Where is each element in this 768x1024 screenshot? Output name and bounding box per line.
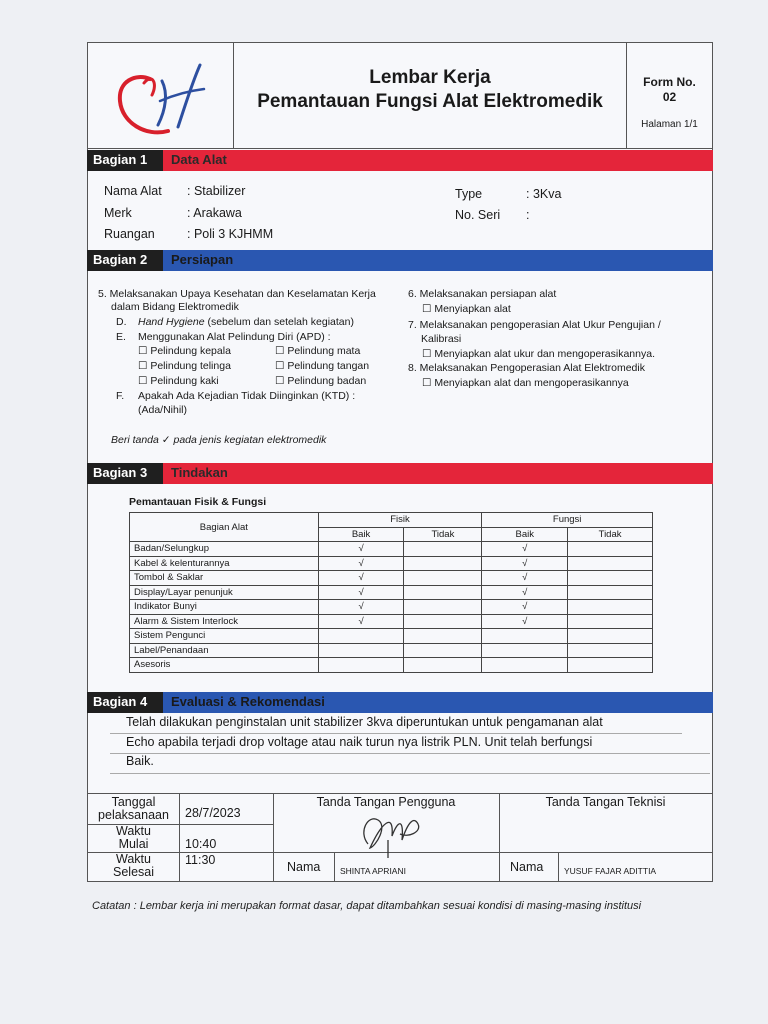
write-line — [110, 733, 682, 734]
cell-fungsi-baik — [482, 629, 568, 644]
item-f-line2: (Ada/Nihil) — [138, 404, 188, 416]
divider — [273, 852, 712, 853]
cell-fungsi-baik: √ — [482, 600, 568, 615]
item7-line2: Kalibrasi — [421, 333, 462, 345]
write-line — [110, 753, 710, 754]
section2-title: Persiapan — [163, 250, 713, 271]
row-name: Display/Layar penunjuk — [130, 585, 319, 600]
selesai-label-2: Selesai — [113, 865, 154, 879]
hand-hygiene-note: (sebelum dan setelah kegiatan) — [204, 316, 354, 328]
section2-tag: Bagian 2 — [87, 250, 163, 271]
cell-fisik-tidak — [404, 643, 482, 658]
pengguna-name: SHINTA APRIANI — [340, 866, 406, 876]
cell-fungsi-baik: √ — [482, 585, 568, 600]
document-header — [88, 43, 712, 149]
section3-tag: Bagian 3 — [87, 463, 163, 484]
cell-fisik-baik: √ — [318, 614, 404, 629]
checkbox-icon: ☐ — [138, 360, 148, 372]
tanggal-label-1: Tanggal — [111, 795, 156, 809]
teknisi-name: YUSUF FAJAR ADITTIA — [564, 866, 657, 876]
cell-fungsi-tidak — [568, 585, 653, 600]
cell-fungsi-tidak — [568, 600, 653, 615]
nama-alat-value: : Stabilizer — [187, 184, 246, 198]
cell-fisik-tidak — [404, 585, 482, 600]
cell-fisik-tidak — [404, 600, 482, 615]
item-f-line1: Apakah Ada Kejadian Tidak Diinginkan (KTD) : — [138, 390, 356, 402]
checkbox-icon: ☐ — [275, 375, 285, 387]
table-row — [130, 571, 653, 586]
divider — [179, 794, 180, 882]
cell-fisik-tidak — [404, 658, 482, 673]
item6-text: 6. Melaksanakan persiapan alat — [408, 288, 557, 300]
row-name: Sistem Pengunci — [130, 629, 319, 644]
item7-sub-label: Menyiapkan alat ukur dan mengoperasikannya. — [434, 348, 655, 360]
section1-tag: Bagian 1 — [87, 150, 163, 171]
pengguna-title: Tanda Tangan Pengguna — [316, 795, 456, 809]
selesai-value: 11:30 — [185, 853, 216, 867]
check-instruction: Beri tanda ✓ pada jenis kegiatan elektromedik — [111, 434, 327, 446]
cell-fungsi-tidak — [568, 542, 653, 557]
item-e-letter: E. — [116, 331, 126, 343]
cell-fisik-baik: √ — [318, 542, 404, 557]
item-d-letter: D. — [116, 316, 127, 328]
mulai-label-2: Mulai — [118, 837, 149, 851]
section4-title: Evaluasi & Rekomendasi — [163, 692, 713, 713]
apd-telinga — [138, 360, 231, 372]
table-row — [130, 658, 653, 673]
apd-kepala-label: Pelindung kepala — [150, 345, 231, 357]
user-signature — [348, 802, 438, 862]
noseri-label: No. Seri — [455, 208, 501, 222]
section1-header — [87, 150, 713, 171]
hand-hygiene-text: Hand Hygiene — [138, 316, 205, 328]
evaluasi-line1: Telah dilakukan penginstalan unit stabilizer 3kva diperuntukan untuk pengamanan alat — [126, 715, 603, 729]
col-fisik-baik: Baik — [318, 527, 404, 542]
evaluasi-line3: Baik. — [126, 754, 154, 768]
pengguna-nama-label: Nama — [287, 860, 321, 874]
checkbox-icon: ☐ — [138, 345, 148, 357]
checklist-table — [129, 512, 653, 673]
item-e-text: Menggunakan Alat Pelindung Diri (APD) : — [138, 331, 331, 343]
cell-fisik-tidak — [404, 629, 482, 644]
tanggal-value: 28/7/2023 — [185, 806, 241, 820]
nama-alat-label: Nama Alat — [104, 184, 162, 198]
table-header-row — [130, 513, 653, 528]
hospital-logo — [88, 43, 234, 149]
ruangan-label: Ruangan — [104, 227, 155, 241]
checkbox-icon: ☐ — [422, 303, 432, 315]
item8-text: 8. Melaksanakan Pengoperasian Alat Elektromedik — [408, 362, 645, 374]
item-d-text — [138, 316, 354, 328]
col-fisik-tidak: Tidak — [404, 527, 482, 542]
worksheet — [87, 42, 713, 882]
apd-telinga-label: Pelindung telinga — [150, 360, 231, 372]
noseri-value: : — [526, 208, 530, 222]
footer-note: Catatan : Lembar kerja ini merupakan format dasar, dapat ditambahkan sesuai kondisi di masing-masing institusi — [92, 900, 642, 912]
item5-line1: 5. Melaksanakan Upaya Kesehatan dan Keselamatan Kerja — [98, 288, 376, 300]
item7-sub — [422, 348, 655, 360]
apd-mata-label: Pelindung mata — [287, 345, 361, 357]
item8-sub — [422, 377, 629, 389]
cell-fisik-baik — [318, 629, 404, 644]
table-row — [130, 542, 653, 557]
merk-label: Merk — [104, 206, 132, 220]
cell-fungsi-baik: √ — [482, 614, 568, 629]
col-fungsi-baik: Baik — [482, 527, 568, 542]
row-name: Asesoris — [130, 658, 319, 673]
apd-badan-label: Pelindung badan — [287, 375, 367, 387]
ruangan-value: : Poli 3 KJHMM — [187, 227, 274, 241]
cell-fisik-tidak — [404, 556, 482, 571]
cell-fisik-baik: √ — [318, 556, 404, 571]
cell-fungsi-tidak — [568, 658, 653, 673]
tanggal-label-2: pelaksanaan — [98, 808, 169, 822]
checkbox-icon: ☐ — [422, 377, 432, 389]
form-number: 02 — [662, 90, 677, 104]
cell-fungsi-baik: √ — [482, 542, 568, 557]
doc-title-line2: Pemantauan Fungsi Alat Elektromedik — [257, 91, 603, 112]
cell-fisik-tidak — [404, 542, 482, 557]
title-cell — [234, 43, 627, 149]
apd-tangan-label: Pelindung tangan — [287, 360, 370, 372]
cell-fisik-baik: √ — [318, 585, 404, 600]
form-number-cell — [627, 43, 712, 149]
table-row — [130, 643, 653, 658]
apd-tangan — [275, 360, 369, 372]
item6-sub-label: Menyiapkan alat — [434, 303, 511, 315]
apd-mata — [275, 345, 360, 357]
mulai-label — [88, 825, 179, 851]
table-row — [130, 600, 653, 615]
mulai-label-1: Waktu — [116, 824, 151, 838]
logo-cell — [88, 43, 234, 149]
col-fungsi-tidak: Tidak — [568, 527, 653, 542]
cell-fisik-baik — [318, 658, 404, 673]
row-name: Tombol & Saklar — [130, 571, 319, 586]
page-count: Halaman 1/1 — [641, 119, 698, 130]
cell-fungsi-baik — [482, 658, 568, 673]
section4-tag: Bagian 4 — [87, 692, 163, 713]
mulai-value: 10:40 — [185, 837, 217, 851]
signature-table — [88, 793, 712, 882]
cell-fungsi-baik: √ — [482, 556, 568, 571]
item6-sub — [422, 303, 511, 315]
type-label: Type — [455, 187, 483, 201]
cell-fungsi-tidak — [568, 571, 653, 586]
cell-fungsi-tidak — [568, 643, 653, 658]
divider — [558, 852, 559, 882]
section4-header — [87, 692, 713, 713]
table-row — [130, 585, 653, 600]
table-row — [130, 614, 653, 629]
doc-title-line1: Lembar Kerja — [369, 67, 491, 88]
merk-value: : Arakawa — [187, 206, 242, 220]
cell-fisik-baik: √ — [318, 571, 404, 586]
teknisi-title: Tanda Tangan Teknisi — [545, 795, 666, 809]
apd-kepala — [138, 345, 231, 357]
item8-sub-label: Menyiapkan alat dan mengoperasikannya — [434, 377, 629, 389]
col-fungsi: Fungsi — [482, 513, 653, 528]
teknisi-nama-label: Nama — [510, 860, 544, 874]
col-bagian-alat: Bagian Alat — [130, 513, 319, 542]
cell-fisik-tidak — [404, 571, 482, 586]
row-name: Indikator Bunyi — [130, 600, 319, 615]
write-line — [110, 773, 710, 774]
evaluasi-line2: Echo apabila terjadi drop voltage atau naik turun nya listrik PLN. Unit telah berfungsi — [126, 735, 593, 749]
cell-fungsi-tidak — [568, 614, 653, 629]
col-fisik: Fisik — [318, 513, 482, 528]
section1-title: Data Alat — [163, 150, 713, 171]
cell-fungsi-tidak — [568, 556, 653, 571]
type-value: : 3Kva — [526, 187, 562, 201]
table-row — [130, 629, 653, 644]
checkbox-icon: ☐ — [422, 348, 432, 360]
selesai-label-1: Waktu — [116, 852, 151, 866]
cell-fungsi-baik: √ — [482, 571, 568, 586]
divider — [334, 852, 335, 882]
checkbox-icon: ☐ — [138, 375, 148, 387]
row-name: Alarm & Sistem Interlock — [130, 614, 319, 629]
cell-fisik-baik: √ — [318, 600, 404, 615]
tanggal-label — [88, 796, 179, 822]
section2-header — [87, 250, 713, 271]
row-name: Kabel & kelenturannya — [130, 556, 319, 571]
cell-fisik-baik — [318, 643, 404, 658]
section3-header — [87, 463, 713, 484]
cell-fisik-tidak — [404, 614, 482, 629]
cell-fungsi-baik — [482, 643, 568, 658]
item7-line1: 7. Melaksanakan pengoperasian Alat Ukur Pengujian / — [408, 319, 661, 331]
form-label: Form No. — [643, 75, 696, 89]
apd-kaki — [138, 375, 219, 387]
section3-title: Tindakan — [163, 463, 713, 484]
cell-fungsi-tidak — [568, 629, 653, 644]
selesai-label — [88, 853, 179, 879]
row-name: Label/Penandaan — [130, 643, 319, 658]
apd-badan — [275, 375, 366, 387]
checkbox-icon: ☐ — [275, 360, 285, 372]
checkbox-icon: ☐ — [275, 345, 285, 357]
table-row — [130, 556, 653, 571]
row-name: Badan/Selungkup — [130, 542, 319, 557]
item5-line2: dalam Bidang Elektromedik — [111, 301, 239, 313]
apd-kaki-label: Pelindung kaki — [150, 375, 219, 387]
item-f-letter: F. — [116, 390, 125, 402]
checklist-subtitle: Pemantauan Fisik & Fungsi — [129, 496, 267, 508]
